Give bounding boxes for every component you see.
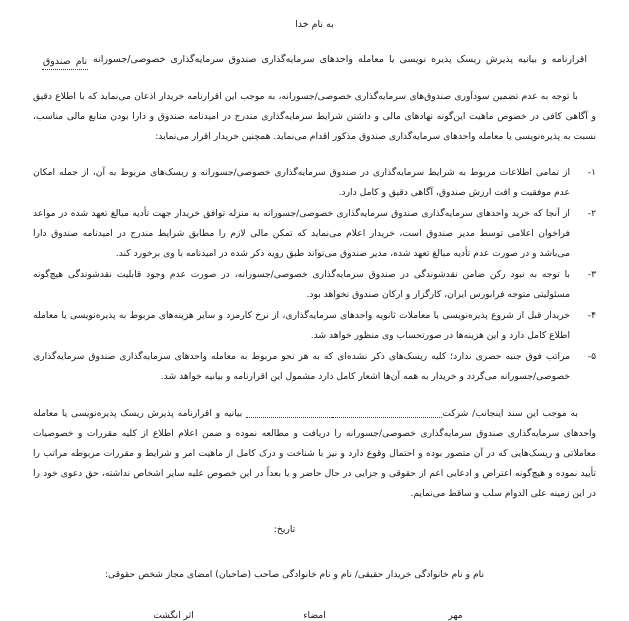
clause-item xyxy=(33,204,596,264)
clause-text: از آنجا که خرید واحدهای سرمایه‌گذاری صندوق سرمایه‌گذاری خصوصی/جسورانه به منزله توافق خریدار جهت تأدیه مبالغ تعهد شده در مواعد فراخوان اعلامی توسط مدیر صندوق است، خریدار اعلام می‌نماید که تمکن مالی لازم را مطابق شرایط مندرج در امیدنامه صندوق دارا می‌باشد و در صورت عدم تأدیه مبالغ تعهد شده، مدیر صندوق می‌تواند طبق رویه ذکر شده در امیدنامه با وی برخورد کند. xyxy=(33,208,570,259)
clause-marker: ۱- xyxy=(587,167,596,178)
signatory-name-label: نام و نام خانوادگی خریدار حقیقی/ نام و نام خانوادگی صاحب (صاحبان) امضای مجاز شخص حقوقی: xyxy=(104,569,485,580)
document-title-text: اقرارنامه و بیانیه پذیرش ریسک پذیره نویسی یا معامله واحدهای سرمایه‌گذاری صندوق سرمایه‌گذاری خصوصی/جسورانه xyxy=(93,54,587,65)
closing-paragraph xyxy=(33,404,596,504)
closing-paragraph-body: بیانیه و اقرارنامه پذیرش ریسک پذیره‌نویسی یا معامله واحدهای سرمایه‌گذاری صندوق سرمایه‌گذاری خصوصی/جسورانه را دریافت و مطالعه نموده و ضمن اعلام اطلاع از کلیه مقررات و خصوصیات معاملاتی و ریسک‌هایی که در آن متصور بوده و احتمال وقوع دارد و نیز با شناخت و درک کامل از ماهیت امر و شرایط و مقررات مربوطه مراتب را تأیید نموده و هیچ‌گونه اعتراض و ادعایی اعم از حقوقی و جزایی در حال حاضر و یا بعداً در این خصوص علیه سایر اشخاص نداشته، حق دعوی خود را در این زمینه علی الدوام سلب و ساقط می‌نمایم. xyxy=(33,408,596,499)
clause-marker: ۲- xyxy=(587,208,596,219)
clause-marker: ۴- xyxy=(587,310,596,321)
date-field-label[interactable]: تاریخ: xyxy=(273,524,296,535)
clause-list xyxy=(33,163,596,387)
clause-text: خریدار قبل از شروع پذیره‌نویسی یا معاملات ثانویه واحدهای سرمایه‌گذاری، از نرخ کارمزد و سایر هزینه‌های مربوط به پذیره‌نویسی یا معامله اطلاع کامل دارد و این هزینه‌ها در صورتحساب وی منظور خواهد شد. xyxy=(33,310,570,341)
clause-marker: ۳- xyxy=(587,269,596,280)
clause-item xyxy=(33,163,596,203)
intro-paragraph: با توجه به عدم تضمین سودآوری صندوق‌های سرمایه‌گذاری خصوصی/جسورانه، به موجب این اقرارنامه خریدار اذعان می‌نماید که با اطلاع دقیق و آگاهی کافی در خصوص ماهیت این‌گونه نهادهای مالی و داشتن شرایط سرمایه‌گذاری مندرج در امیدنامه صندوق و دارا بودن منابع مالی مناسب، نسبت به پذیره‌نویسی یا معامله واحدهای سرمایه‌گذاری صندوق مذکور اقدام می‌نماید. همچنین خریدار اقرار می‌نماید: xyxy=(33,91,596,142)
clause-item xyxy=(33,265,596,305)
clause-item xyxy=(33,306,596,346)
basmala-heading: به نام خدا xyxy=(295,19,334,30)
company-name-blank[interactable] xyxy=(246,417,332,418)
clause-text: با توجه به نبود رکن ضامن نقدشوندگی در صندوق سرمایه‌گذاری خصوصی/جسورانه، در صورت عدم وجود قابلیت نقدشوندگی هیچ‌گونه مسئولیتی متوجه فرابورس ایران، کارگزار و ارکان صندوق نخواهد بود. xyxy=(33,269,570,300)
declarant-name-blank[interactable] xyxy=(332,417,442,418)
document-title xyxy=(33,52,596,70)
seal-field[interactable]: مهر xyxy=(448,610,463,621)
signature-field[interactable]: امضاء xyxy=(303,610,326,621)
fingerprint-field[interactable]: اثر انگشت xyxy=(153,610,194,621)
signature-row xyxy=(103,610,526,621)
closing-paragraph-lead: به موجب این سند اینجانب/ شرکت xyxy=(442,408,578,419)
clause-text: مراتب فوق جنبه حصری ندارد؛ کلیه ریسک‌های ذکر نشده‌ای که به هر نحو مربوط به معامله واحدهای سرمایه‌گذاری صندوق سرمایه‌گذاری خصوصی/جسورانه می‌گردد و خریدار به همه آن‌ها اشعار کامل دارد مشمول این اقرارنامه و بیانیه خواهد شد. xyxy=(33,351,570,382)
fund-name-blank[interactable]: نام صندوق xyxy=(42,54,88,70)
clause-item xyxy=(33,347,596,387)
clause-marker: ۵- xyxy=(587,351,596,362)
clause-text: از تمامی اطلاعات مربوط به شرایط سرمایه‌گذاری در صندوق سرمایه‌گذاری خصوصی/جسورانه و ریسک‌های مربوط به آن، از جمله امکان عدم موفقیت و افت ارزش صندوق، آگاهی دقیق و کامل دارد. xyxy=(33,167,570,198)
